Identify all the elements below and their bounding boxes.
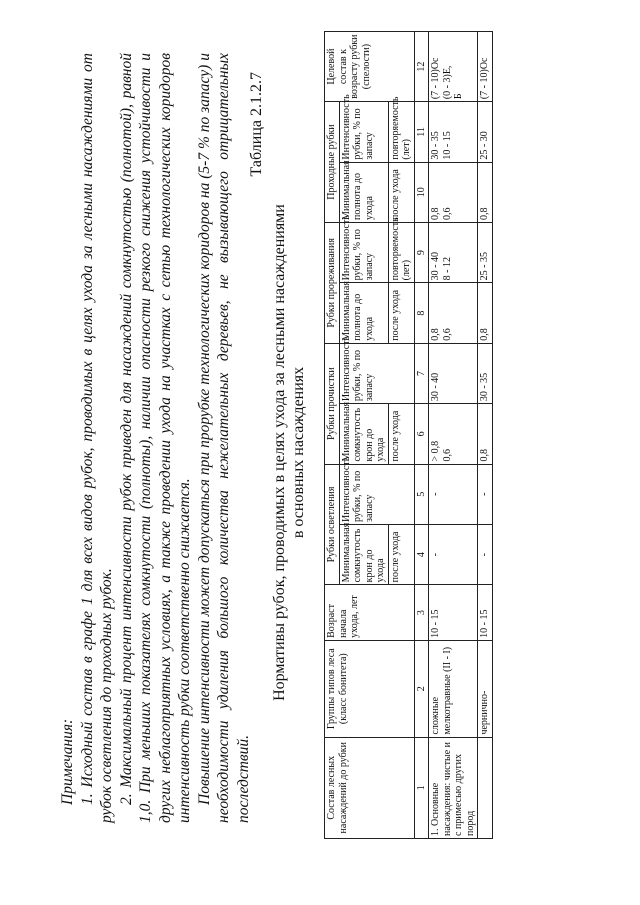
cell-start-age: 10 - 15 [478,585,493,641]
col-number: 2 [414,640,429,737]
cell-prohod-intensity: 25 - 30 [478,102,493,162]
header-after-care-prored: после ухода [388,283,414,343]
cell-target: (7 - 10)Ос [478,32,493,102]
header-target-composition: Целевой состав к возрасту рубки (спелости) [325,32,415,102]
col-number: 9 [414,222,429,282]
cell-osv-closure: - [478,524,493,584]
norms-table [324,31,493,839]
notes-block [58,53,253,823]
cell-target: (7 - 10)Ос (0 - 3)Е, Б [429,32,478,102]
header-min-density-prohod: Минимальная полнота до ухода [339,162,388,222]
col-number: 11 [414,102,429,162]
table-row [429,32,478,839]
header-row-1 [325,32,340,839]
header-after-care-osv: после ухода [388,524,414,584]
header-min-closure-proch: Минимальная сомкнутость крон до ухода [339,404,388,464]
header-prohodnye: Проходные рубки [325,102,340,223]
header-prorezhivanie: Рубки прореживания [325,222,340,343]
cell-proch-closure: 0,8 [478,404,493,464]
header-min-density-prored: Минимальная полнота до ухода [339,283,388,343]
header-repeat-prohod: повторяемость (лет) [388,102,414,162]
cell-forest-group: сложные мелкотравные (II - I) [429,640,478,737]
cell-proch-intensity: 30 - 35 [478,343,493,403]
cell-osv-intensity: - [429,464,478,524]
header-composition: Состав лесных насаждений до рубки [325,737,415,838]
cell-prored-intensity: 25 - 35 [478,222,493,282]
note-2: 2. Максимальный процент интенсивности рубок приведен для насаждений сомкнутостью (полнотой), равной 1,0. При меньших показателях сомкнутости (полноты), наличии опасности резкого снижения устойчивости и других неблагоприятных условиях, а также проведении ухода на участках с сетью технологических коридоров интенсивность рубки соответственно снижается. [117,53,193,823]
cell-start-age: 10 - 15 [429,585,478,641]
col-number: 7 [414,343,429,403]
table-title-line-2: в основных насаждениях [290,366,307,539]
header-intensity-osv: Интенсивность рубки, % по запасу [339,464,414,524]
cell-forest-group: чернично- [478,640,493,737]
col-number: 6 [414,404,429,464]
table-number: Таблица 2.1.2.7 [248,72,265,177]
cell-prored-density: 0,8 [478,283,493,343]
cell-osv-intensity: - [478,464,493,524]
col-number: 3 [414,585,429,641]
cell-prored-density: 0,8 0,6 [429,283,478,343]
header-after-care-prohod: после ухода [388,162,414,222]
header-after-care-proch: после ухода [388,404,414,464]
table-title [270,0,308,905]
cell-proch-intensity: 30 - 40 [429,343,478,403]
cell-composition: 1. Основные насаждения: чистые и с примесью других пород [429,737,478,838]
header-repeat-prored: повторяемость (лет) [388,222,414,282]
note-1: 1. Исходный состав в графе 1 для всех видов рубок, проводимых в целях ухода за лесными насаждениями от рубок осветления до проходных рубок. [78,53,115,823]
header-osvetlenie: Рубки осветления [325,464,340,585]
header-start-age: Возраст начала ухода, лет [325,585,415,641]
col-number: 1 [414,737,429,838]
cell-prohod-intensity: 30 - 35 10 - 15 [429,102,478,162]
header-intensity-prohod: Интенсивность рубки, % по запасу [339,102,388,162]
cell-prohod-density: 0,8 0,6 [429,162,478,222]
note-3: Повышение интенсивности может допускаться при прорубке технологических коридоров на (5-7 % по запасу) и необходимости удаления большого количества нежелательных деревьев, не вызывающего отрицательных последствий. [195,53,252,823]
header-forest-groups: Группы типов леса (класс бонитета) [325,640,415,737]
cell-composition [478,737,493,838]
header-min-closure-osv: Минимальная сомкнутость крон до ухода [339,524,388,584]
header-intensity-proch: Интенсивность рубки, % по запасу [339,343,414,403]
notes-heading: Примечания: [59,718,76,805]
cell-proch-closure: > 0,8 0,6 [429,404,478,464]
table-row [478,32,493,839]
cell-prored-intensity: 30 - 40 8 - 12 [429,222,478,282]
cell-osv-closure: - [429,524,478,584]
header-intensity-prored: Интенсивность рубки, % по запасу [339,222,388,282]
col-number: 10 [414,162,429,222]
col-number: 5 [414,464,429,524]
table-title-line-1: Нормативы рубок, проводимых в целях ухода за лесными насаждениями [271,204,288,701]
col-number: 12 [414,32,429,102]
col-number: 8 [414,283,429,343]
col-number: 4 [414,524,429,584]
cell-prohod-density: 0,8 [478,162,493,222]
column-number-row [414,32,429,839]
header-prochistka: Рубки прочистки [325,343,340,464]
